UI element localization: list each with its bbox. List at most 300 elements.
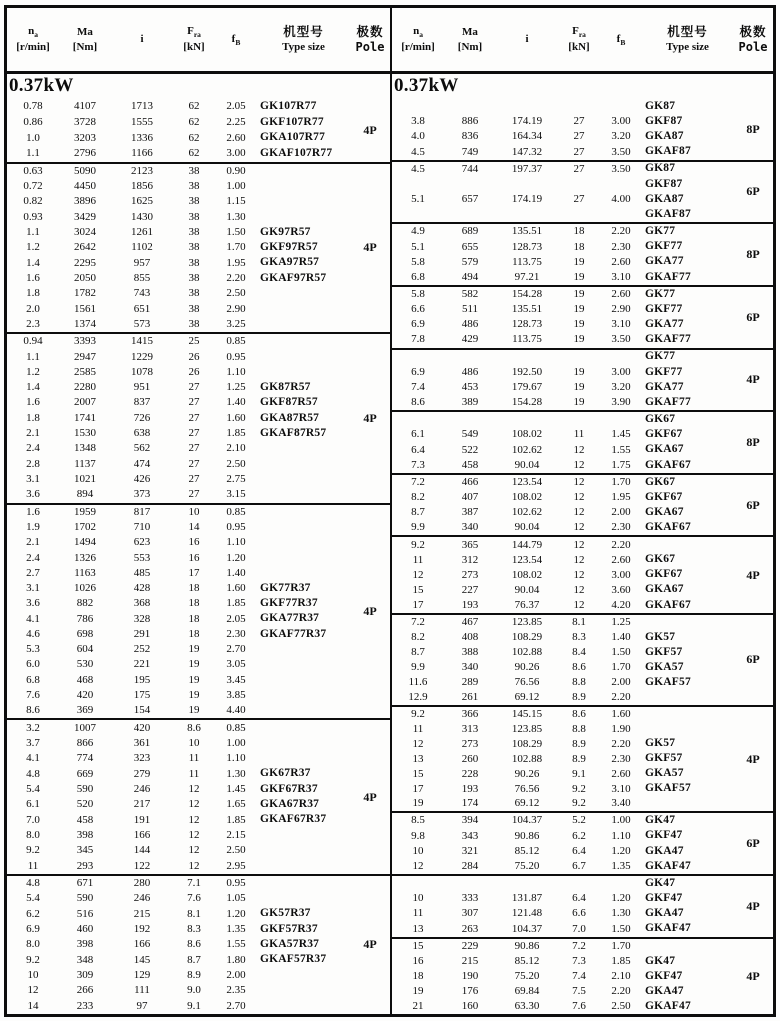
cell-fra: 25 [188, 335, 200, 348]
power-section-label: 0.37kW [394, 75, 459, 96]
cell-fra: 8.1 [572, 615, 586, 628]
cell-fb: 1.30 [226, 210, 246, 223]
cell-i: 174.19 [511, 193, 543, 206]
cell-i: 328 [133, 612, 151, 625]
cell-na: 3.1 [26, 582, 40, 595]
cell-na: 13 [412, 752, 424, 765]
cell-type: GK97R57 [260, 225, 311, 238]
cell-fra: 9.1 [572, 767, 586, 780]
cell-fra: 7.3 [572, 954, 586, 967]
table-row [7, 164, 350, 179]
cell-fb: 0.85 [226, 721, 246, 734]
cell-fb: 1.65 [226, 798, 246, 811]
table-row [392, 707, 733, 722]
cell-na: 16 [412, 954, 424, 967]
cell-fb: 2.15 [226, 828, 246, 841]
cell-na: 11 [412, 907, 424, 920]
cell-i: 144 [133, 844, 151, 857]
cell-na: 10 [27, 969, 39, 982]
cell-i: 76.56 [514, 782, 540, 795]
cell-na: 2.4 [26, 442, 40, 455]
cell-ma: 2007 [74, 396, 96, 409]
cell-fb: 2.20 [611, 538, 631, 551]
cell-fra: 10 [188, 736, 200, 749]
cell-fra: 38 [188, 210, 200, 223]
cell-ma: 345 [76, 844, 94, 857]
cell-type: GKA107R77 [260, 131, 326, 144]
cell-na: 8.7 [411, 645, 425, 658]
cell-fra: 38 [188, 164, 200, 177]
cell-i: 129 [133, 969, 151, 982]
cell-na: 1.2 [26, 241, 40, 254]
cell-fb: 3.25 [226, 317, 246, 330]
cell-na: 4.8 [26, 876, 40, 889]
cell-ma: 460 [76, 923, 94, 936]
cell-ma: 3429 [74, 210, 96, 223]
cell-i: 485 [133, 566, 151, 579]
cell-i: 75.20 [514, 859, 540, 872]
cell-na: 15 [412, 767, 424, 780]
table-row [7, 782, 350, 797]
cell-na: 15 [412, 583, 424, 596]
cell-ma: 343 [461, 829, 479, 842]
ratio-block [7, 164, 390, 334]
cell-i: 957 [133, 256, 151, 269]
ratio-block [7, 720, 390, 875]
cell-type: GKA67 [645, 583, 684, 596]
cell-i: 573 [133, 317, 151, 330]
cell-i: 553 [133, 551, 151, 564]
header-type-zh: 机型号 [283, 25, 324, 40]
cell-i: 104.37 [511, 922, 543, 935]
cell-i: 420 [133, 721, 151, 734]
table-row [7, 891, 350, 906]
table-row [392, 317, 733, 332]
cell-i: 131.87 [511, 892, 543, 905]
table-row [392, 302, 733, 317]
cell-na: 0.93 [23, 210, 43, 223]
table-row [392, 722, 733, 737]
cell-na: 5.8 [411, 255, 425, 268]
cell-i: 1229 [131, 350, 153, 363]
cell-ma: 604 [76, 643, 94, 656]
cell-fb: 2.20 [611, 984, 631, 997]
cell-na: 4.6 [26, 627, 40, 640]
cell-fra: 38 [188, 287, 200, 300]
cell-ma: 307 [461, 907, 479, 920]
table-row [7, 411, 350, 426]
cell-ma: 3203 [74, 131, 96, 144]
cell-ma: 522 [461, 443, 479, 456]
cell-ma: 886 [461, 115, 479, 128]
cell-fra: 12 [188, 798, 200, 811]
cell-ma: 516 [76, 907, 94, 920]
cell-na: 12 [412, 859, 424, 872]
cell-fra: 62 [188, 131, 200, 144]
cell-na: 9.8 [411, 829, 425, 842]
cell-i: 195 [133, 673, 151, 686]
pole-label: 4P [363, 789, 377, 804]
cell-type: GKA67R37 [260, 798, 320, 811]
cell-na: 13 [412, 922, 424, 935]
cell-ma: 348 [76, 953, 94, 966]
table-row [7, 751, 350, 766]
cell-type: GKA47 [645, 844, 684, 857]
cell-fb: 2.05 [226, 612, 246, 625]
cell-na: 6.2 [26, 907, 40, 920]
cell-fra: 7.0 [572, 922, 586, 935]
cell-type: GKA47 [645, 984, 684, 997]
cell-type: GKA87 [645, 130, 684, 143]
table-row [7, 130, 350, 146]
cell-na: 2.0 [26, 302, 40, 315]
cell-ma: 263 [461, 922, 479, 935]
cell-ma: 1163 [74, 566, 96, 579]
cell-type: GK77R37 [260, 581, 311, 594]
cell-na: 7.6 [26, 689, 40, 702]
cell-fb: 1.00 [226, 180, 246, 193]
cell-ma: 836 [461, 130, 479, 143]
pole-label: 6P [746, 309, 760, 324]
cell-na: 11 [27, 859, 39, 872]
cell-fb: 0.95 [226, 350, 246, 363]
cell-ma: 1782 [74, 287, 96, 300]
cell-na: 9.2 [411, 707, 425, 720]
cell-ma: 590 [76, 892, 94, 905]
table-row [392, 796, 733, 811]
cell-type: GKA67 [645, 443, 684, 456]
table-row [7, 843, 350, 858]
cell-type: GKF57 [645, 645, 683, 658]
cell-fra: 19 [573, 303, 585, 316]
table-row [392, 767, 733, 782]
cell-na: 11 [412, 722, 424, 735]
cell-i: 215 [133, 907, 151, 920]
cell-na: 6.4 [411, 443, 425, 456]
table-row [7, 859, 350, 874]
cell-i: 474 [133, 457, 151, 470]
cell-fb: 1.40 [226, 396, 246, 409]
cell-na: 4.5 [411, 145, 425, 158]
table-right-half [390, 74, 773, 1014]
cell-fra: 12 [188, 813, 200, 826]
cell-i: 2123 [131, 164, 153, 177]
header-type-en: Type size [282, 41, 325, 54]
cell-fb: 1.40 [611, 630, 631, 643]
ratio-block [392, 99, 773, 162]
table-row [392, 615, 733, 630]
cell-na: 1.1 [26, 147, 40, 160]
header-fb-symbol: $f_B$ [231, 32, 241, 47]
cell-fra: 27 [573, 115, 585, 128]
cell-ma: 3393 [74, 335, 96, 348]
cell-na: 19 [412, 984, 424, 997]
cell-ma: 309 [76, 969, 94, 982]
cell-na: 6.1 [411, 428, 425, 441]
table-header-left [7, 8, 390, 74]
cell-fra: 9.2 [572, 782, 586, 795]
table-row [7, 566, 350, 581]
cell-fb: 3.10 [611, 318, 631, 331]
cell-i: 280 [133, 876, 151, 889]
cell-type: GKF57 [645, 752, 683, 765]
table-row [7, 766, 350, 781]
table-row [392, 922, 733, 937]
cell-fb: 2.50 [226, 457, 246, 470]
cell-type: GKF47 [645, 892, 683, 905]
cell-fra: 27 [573, 145, 585, 158]
cell-i: 147.32 [511, 145, 543, 158]
table-row [392, 782, 733, 797]
cell-fra: 14 [188, 520, 200, 533]
cell-fb: 0.85 [226, 505, 246, 518]
cell-na: 4.1 [26, 752, 40, 765]
cell-na: 1.1 [26, 350, 40, 363]
cell-fb: 2.60 [611, 255, 631, 268]
cell-i: 154.28 [511, 396, 543, 409]
header-pole-zh: 极数 [356, 24, 384, 39]
cell-fra: 8.6 [187, 721, 201, 734]
cell-i: 108.29 [511, 737, 543, 750]
cell-fb: 1.10 [226, 536, 246, 549]
table-row [392, 380, 733, 395]
cell-fra: 27 [188, 488, 200, 501]
header-col-i [496, 32, 558, 46]
table-row [7, 703, 350, 718]
cell-na: 0.78 [23, 100, 43, 113]
cell-fra: 6.4 [572, 844, 586, 857]
cell-fra: 8.4 [572, 645, 586, 658]
cell-type: GKAF77R37 [260, 627, 327, 640]
cell-fb: 1.05 [226, 892, 246, 905]
cell-ma: 5090 [74, 164, 96, 177]
cell-fra: 12 [573, 475, 585, 488]
pole-label: 6P [746, 836, 760, 851]
cell-ma: 458 [461, 458, 479, 471]
cell-fra: 7.1 [187, 876, 201, 889]
cell-fb: 1.45 [611, 428, 631, 441]
table-row [7, 487, 350, 502]
cell-i: 69.84 [514, 984, 540, 997]
cell-fra: 17 [188, 566, 200, 579]
cell-na: 2.3 [26, 317, 40, 330]
cell-fra: 6.6 [572, 907, 586, 920]
cell-ma: 4450 [74, 180, 96, 193]
cell-ma: 260 [461, 752, 479, 765]
table-row [7, 380, 350, 395]
ratio-block [392, 287, 773, 350]
cell-i: 1555 [131, 115, 153, 128]
cell-i: 726 [133, 411, 151, 424]
cell-fb: 3.50 [611, 162, 631, 175]
cell-i: 191 [133, 813, 151, 826]
cell-ma: 407 [461, 491, 479, 504]
cell-ma: 394 [461, 814, 479, 827]
cell-fb: 2.95 [226, 859, 246, 872]
cell-type: GK87R57 [260, 380, 311, 393]
cell-ma: 2585 [74, 365, 96, 378]
cell-ma: 2796 [74, 147, 96, 160]
cell-fb: 2.00 [611, 506, 631, 519]
cell-type: GKAF57 [645, 675, 691, 688]
cell-na: 4.1 [26, 612, 40, 625]
cell-fra: 38 [188, 302, 200, 315]
cell-fra: 38 [188, 225, 200, 238]
cell-na: 9.2 [26, 844, 40, 857]
cell-type: GK57R37 [260, 907, 311, 920]
cell-fb: 1.70 [611, 660, 631, 673]
cell-fb: 1.70 [611, 939, 631, 952]
pole-label: 4P [363, 410, 377, 425]
cell-ma: 657 [461, 193, 479, 206]
cell-fb: 1.85 [226, 813, 246, 826]
cell-ma: 520 [76, 798, 94, 811]
cell-fra: 26 [188, 365, 200, 378]
pole-label: 6P [746, 652, 760, 667]
cell-i: 69.12 [514, 797, 540, 810]
header-col-type [642, 24, 733, 55]
cell-i: 113.75 [512, 255, 542, 268]
cell-na: 1.0 [26, 131, 40, 144]
cell-fb: 2.20 [611, 225, 631, 238]
table-row [7, 146, 350, 162]
header-ma-symbol: Ma [462, 26, 478, 39]
cell-type: GKA77 [645, 255, 684, 268]
table-row [7, 812, 350, 827]
cell-na: 6.6 [411, 303, 425, 316]
cell-ma: 340 [461, 521, 479, 534]
table-row [392, 876, 733, 891]
header-fra-unit: [kN] [183, 41, 205, 54]
table-row [7, 581, 350, 596]
cell-na: 5.8 [411, 288, 425, 300]
cell-na: 11.6 [408, 675, 428, 688]
cell-fra: 19 [573, 318, 585, 331]
table-row [392, 114, 733, 129]
cell-fb: 1.55 [226, 938, 246, 951]
table-row [7, 240, 350, 255]
cell-na: 6.9 [26, 923, 40, 936]
table-row [7, 426, 350, 441]
cell-i: 108.02 [511, 491, 543, 504]
cell-na: 6.1 [26, 798, 40, 811]
table-row [392, 999, 733, 1014]
ratio-block [392, 537, 773, 614]
table-row [392, 520, 733, 535]
cell-type: GKF87 [645, 114, 683, 127]
ratio-block [392, 475, 773, 538]
cell-fra: 8.6 [187, 938, 201, 951]
cell-ma: 1348 [74, 442, 96, 455]
cell-ma: 2050 [74, 271, 96, 284]
table-row [7, 115, 350, 131]
cell-na: 7.2 [411, 615, 425, 628]
cell-na: 8.5 [411, 814, 425, 827]
cell-i: 638 [133, 427, 151, 440]
cell-ma: 160 [461, 999, 479, 1012]
cell-na: 1.4 [26, 381, 40, 394]
cell-i: 144.79 [511, 538, 543, 551]
cell-type: GK67 [645, 475, 676, 488]
cell-ma: 408 [461, 630, 479, 643]
ratio-block [392, 707, 773, 814]
header-fra-symbol: $F_{ra}$ [187, 25, 201, 40]
cell-fra: 27 [188, 473, 200, 485]
table-row [7, 673, 350, 688]
cell-fra: 9.2 [572, 797, 586, 810]
cell-type: GKF67 [645, 568, 683, 581]
cell-na: 8.2 [411, 630, 425, 643]
header-col-type [257, 24, 350, 55]
cell-fra: 7.4 [572, 969, 586, 982]
cell-fra: 16 [188, 551, 200, 564]
cell-ma: 486 [461, 365, 479, 378]
cell-fb: 3.50 [611, 333, 631, 346]
cell-fb: 1.85 [611, 954, 631, 967]
cell-type: GKAF67R37 [260, 813, 327, 826]
cell-na: 1.9 [26, 520, 40, 533]
cell-fra: 19 [188, 704, 200, 717]
table-row [7, 999, 350, 1014]
cell-ma: 894 [76, 488, 94, 501]
cell-i: 837 [133, 396, 151, 409]
cell-i: 123.54 [511, 475, 543, 488]
cell-fb: 1.95 [226, 256, 246, 269]
cell-na: 2.1 [26, 427, 40, 440]
cell-fra: 27 [188, 411, 200, 424]
cell-i: 164.34 [511, 130, 543, 143]
cell-ma: 227 [461, 583, 479, 596]
cell-i: 113.75 [512, 333, 542, 346]
cell-i: 1430 [131, 210, 153, 223]
cell-i: 145.15 [511, 707, 543, 720]
cell-fb: 1.10 [611, 829, 631, 842]
cell-type: GKA47 [645, 907, 684, 920]
cell-i: 76.56 [514, 675, 540, 688]
cell-na: 0.86 [23, 115, 43, 128]
cell-na: 4.8 [26, 767, 40, 780]
table-row [7, 225, 350, 240]
table-row [7, 194, 350, 209]
header-fra-unit: [kN] [568, 41, 590, 54]
cell-na: 5.4 [26, 782, 40, 795]
cell-na: 8.0 [26, 938, 40, 951]
cell-ma: 1026 [74, 582, 96, 595]
cell-i: 90.26 [514, 660, 540, 673]
cell-na: 8.6 [26, 704, 40, 717]
cell-fb: 2.25 [226, 115, 246, 128]
cell-ma: 467 [461, 615, 479, 628]
cell-fra: 19 [573, 365, 585, 378]
cell-na: 3.1 [26, 473, 40, 485]
header-col-na [392, 24, 444, 54]
cell-na: 1.8 [26, 287, 40, 300]
pole-label: 8P [746, 247, 760, 262]
table-row [7, 286, 350, 301]
cell-type: GKAF87 [645, 145, 691, 158]
cell-na: 5.4 [26, 892, 40, 905]
cell-i: 135.51 [511, 225, 543, 238]
cell-fra: 8.3 [187, 923, 201, 936]
cell-fb: 2.60 [611, 553, 631, 566]
cell-na: 6.9 [411, 318, 425, 331]
cell-i: 279 [133, 767, 151, 780]
cell-fra: 27 [188, 381, 200, 394]
cell-na: 10 [412, 892, 424, 905]
cell-i: 192.50 [511, 365, 543, 378]
cell-na: 6.8 [411, 270, 425, 283]
cell-type: GKA57 [645, 660, 684, 673]
